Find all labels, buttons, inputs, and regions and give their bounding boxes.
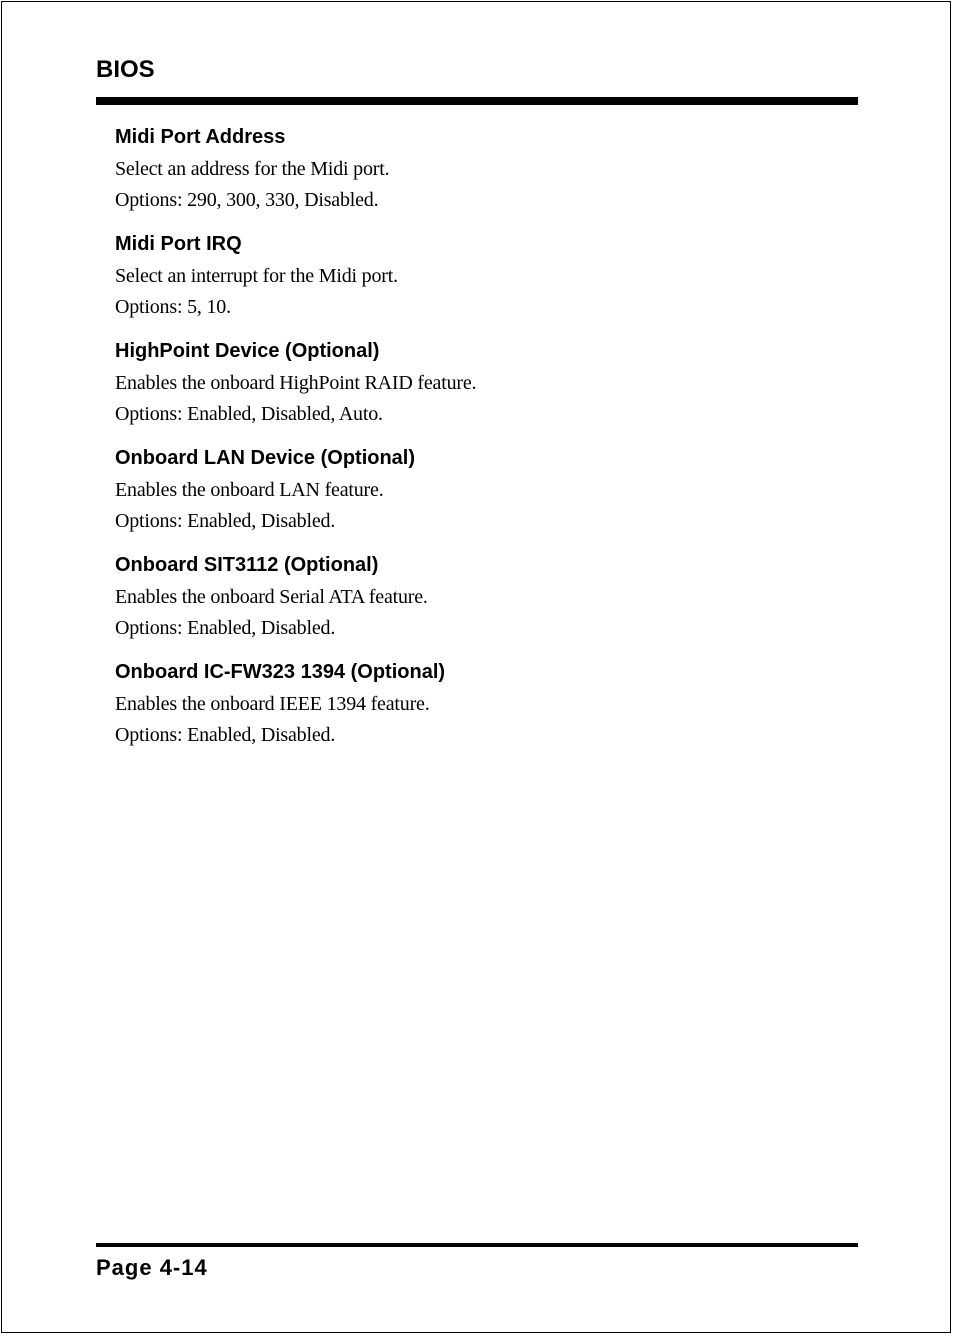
section-options: Options: 5, 10. xyxy=(115,296,231,318)
section-title: Onboard IC-FW323 1394 (Optional) xyxy=(115,661,446,683)
section-description: Enables the onboard Serial ATA feature. xyxy=(115,586,428,608)
section-title: Onboard SIT3112 (Optional) xyxy=(115,554,379,576)
section-description: Select an interrupt for the Midi port. xyxy=(115,265,398,287)
section-options: Options: Enabled, Disabled. xyxy=(115,724,336,746)
section-title: Onboard LAN Device (Optional) xyxy=(115,447,416,469)
page-number: Page 4-14 xyxy=(96,1255,208,1280)
section-onboard-sit3112 xyxy=(115,552,855,644)
section-options: Options: Enabled, Disabled, Auto. xyxy=(115,403,383,425)
section-midi-port-address xyxy=(115,124,855,216)
section-description: Enables the onboard IEEE 1394 feature. xyxy=(115,693,430,715)
section-onboard-ic-fw323-1394 xyxy=(115,659,855,751)
section-midi-port-irq xyxy=(115,231,855,323)
section-title: HighPoint Device (Optional) xyxy=(115,340,380,362)
page-content xyxy=(115,124,855,766)
page-header-title: BIOS xyxy=(96,56,155,83)
header-rule xyxy=(96,97,858,105)
section-highpoint-device xyxy=(115,338,855,430)
section-options: Options: Enabled, Disabled. xyxy=(115,510,336,532)
section-description: Select an address for the Midi port. xyxy=(115,158,390,180)
section-options: Options: Enabled, Disabled. xyxy=(115,617,336,639)
footer-rule xyxy=(96,1243,858,1247)
section-description: Enables the onboard LAN feature. xyxy=(115,479,384,501)
section-onboard-lan-device xyxy=(115,445,855,537)
section-options: Options: 290, 300, 330, Disabled. xyxy=(115,189,379,211)
section-description: Enables the onboard HighPoint RAID feature. xyxy=(115,372,477,394)
section-title: Midi Port IRQ xyxy=(115,233,242,255)
section-title: Midi Port Address xyxy=(115,126,286,148)
